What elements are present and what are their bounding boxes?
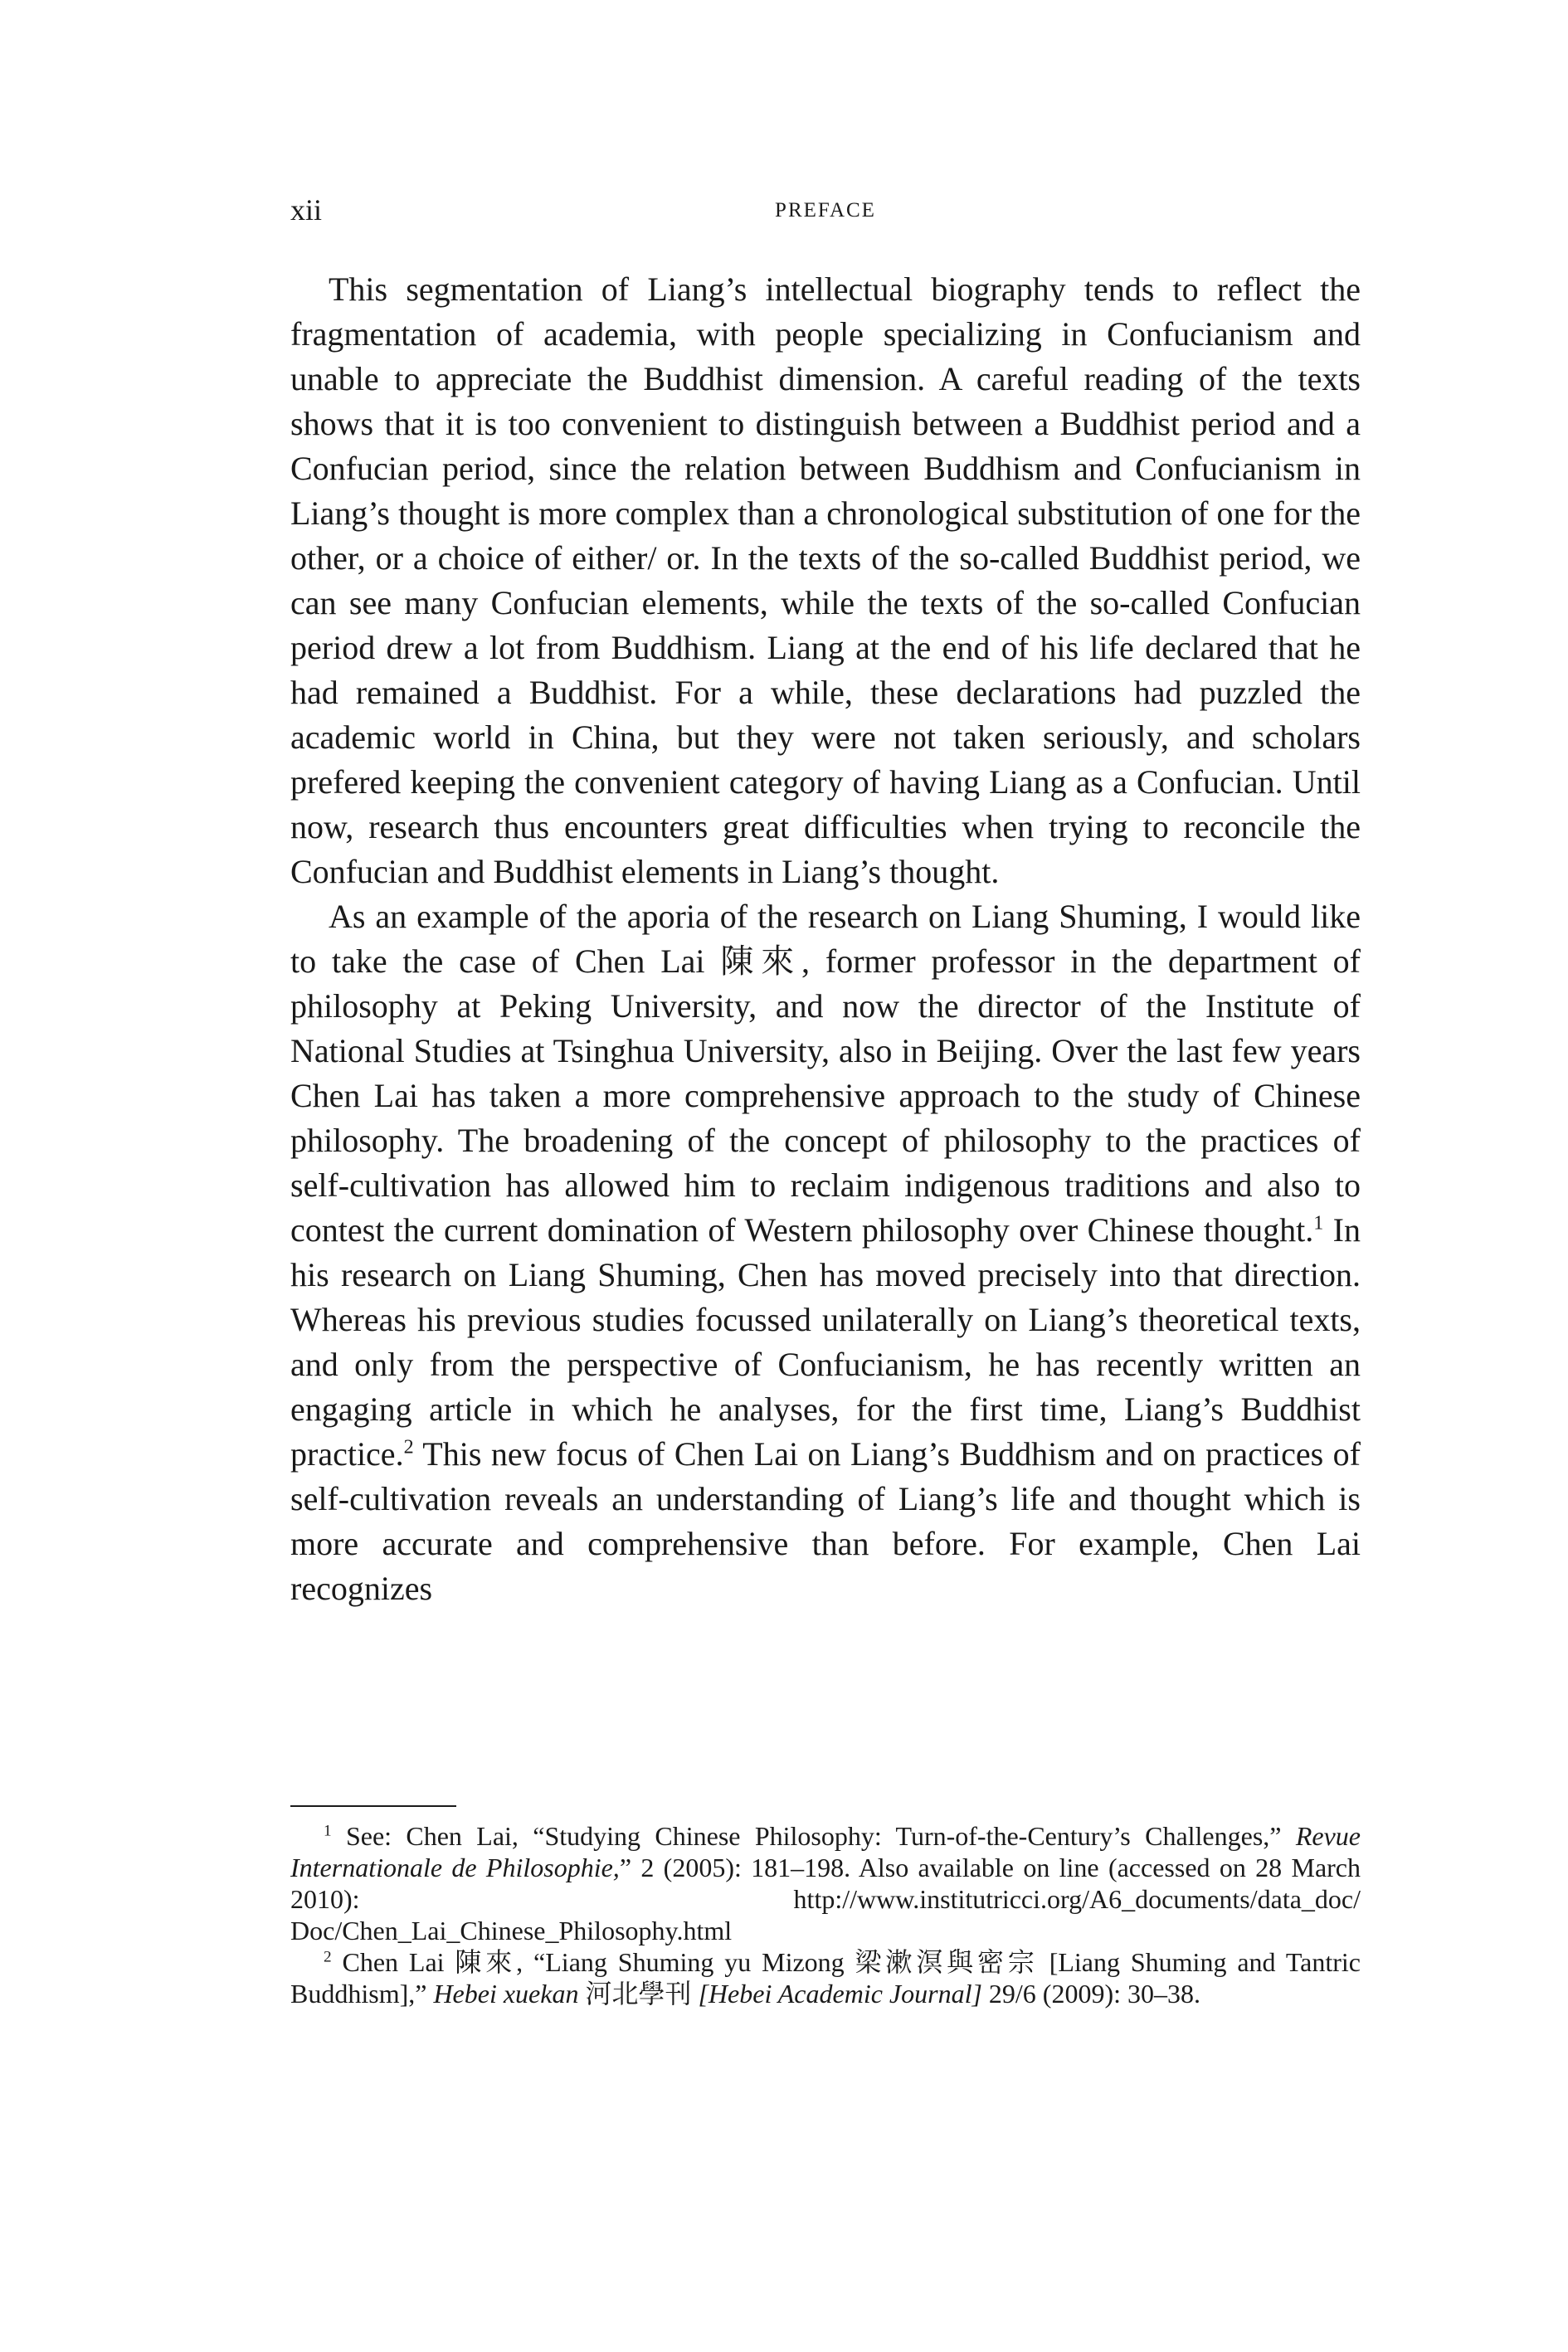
footnote-1-text-a: See: Chen Lai, “Studying Chinese Philosophy: Turn-of-the-Century’s Challenges,” bbox=[331, 1821, 1296, 1851]
footnote-2-text-c: 29/6 (2009): 30–38. bbox=[981, 1979, 1200, 2009]
paragraph-1: This segmentation of Liang’s intellectual biography tends to reflect the fragmentation of academia, with people specializing in Confucianism and unable to appreciate the Buddhist dimension. A careful reading of the texts shows that it is too convenient to distinguish between a Buddhist period and a Confucian period, since the relation between Buddhism and Confucianism in Liang’s thought is more complex than a chronological substitution of one for the other, or a choice of either/ or. In the texts of the so-called Buddhist period, we can see many Confucian elements, while the texts of the so-called Confucian period drew a lot from Buddhism. Liang at the end of his life declared that he had remained a Buddhist. For a while, these declarations had puzzled the academic world in China, but they were not taken seriously, and scholars prefered keeping the convenient category of having Liang as a Confucian. Until now, research thus encounters great difficulties when trying to reconcile the Confucian and Buddhist elements in Liang’s thought. bbox=[290, 270, 1361, 890]
paragraph-2-part-1: As an example of the aporia of the research on Liang Shuming, I would like to take the case of Chen Lai 陳來, former professor in the department of philosophy at Peking University, and now the director of the Institute of National Studies at Tsinghua University, also in Beijing. Over the last few years Chen Lai has taken a more comprehensive approach to the study of Chinese philosophy. The broadening of the concept of philosophy to the practices of self-cultivation has allowed him to reclaim indigenous traditions and also to contest the current domination of Western philosophy over Chinese thought. bbox=[290, 898, 1361, 1249]
running-head bbox=[290, 192, 1361, 234]
footnotes bbox=[290, 1820, 1361, 2009]
footnote-1-text-b: ” 2 (2005): 181–198. Also available on line (accessed on 28 March 2010): http://www.institutricci.org/A6_documents/data_doc/ Doc/Chen_Lai_Chinese_Philosophy.html bbox=[290, 1853, 1361, 1945]
running-head-title: PREFACE bbox=[775, 199, 876, 222]
footnote-2-journal-en: [Hebei Academic Journal] bbox=[698, 1979, 982, 2009]
body-text bbox=[290, 267, 1361, 1611]
footnote-ref-2[interactable]: 2 bbox=[403, 1436, 414, 1458]
footnote-2 bbox=[290, 1946, 1361, 2009]
paragraph-2-part-2: In his research on Liang Shuming, Chen has moved precisely into that direction. Whereas his previous studies focussed unilaterally on Liang’s theoretical texts, and only from the perspective of Confucianism, he has recently written an engaging article in which he analyses, for the first time, Liang’s Buddhist practice. bbox=[290, 1211, 1361, 1473]
footnote-2-text-b: 河北學刊 bbox=[578, 1979, 699, 2009]
paragraph-2-part-3: This new focus of Chen Lai on Liang’s Buddhism and on practices of self-cultivation reveals an understanding of Liang’s life and thought which is more accurate and comprehensive than before. For example, Chen Lai recognizes bbox=[290, 1435, 1361, 1607]
footnote-2-journal: Hebei xuekan bbox=[433, 1979, 579, 2009]
footnote-1 bbox=[290, 1820, 1361, 1946]
page-number: xii bbox=[290, 193, 323, 226]
footnote-1-journal: Revue Internationale de Philosophie, bbox=[290, 1821, 1361, 1882]
paragraph-2 bbox=[290, 894, 1361, 1611]
footnote-2-number: 2 bbox=[324, 1948, 332, 1966]
footnote-1-number: 1 bbox=[324, 1822, 332, 1840]
footnote-2-text-a: Chen Lai 陳來, “Liang Shuming yu Mizong 梁漱溟與密宗 [Liang Shuming and Tantric Buddhism],” bbox=[290, 1947, 1361, 2009]
footnote-separator bbox=[290, 1805, 456, 1807]
footnote-ref-1[interactable]: 1 bbox=[1313, 1212, 1324, 1234]
